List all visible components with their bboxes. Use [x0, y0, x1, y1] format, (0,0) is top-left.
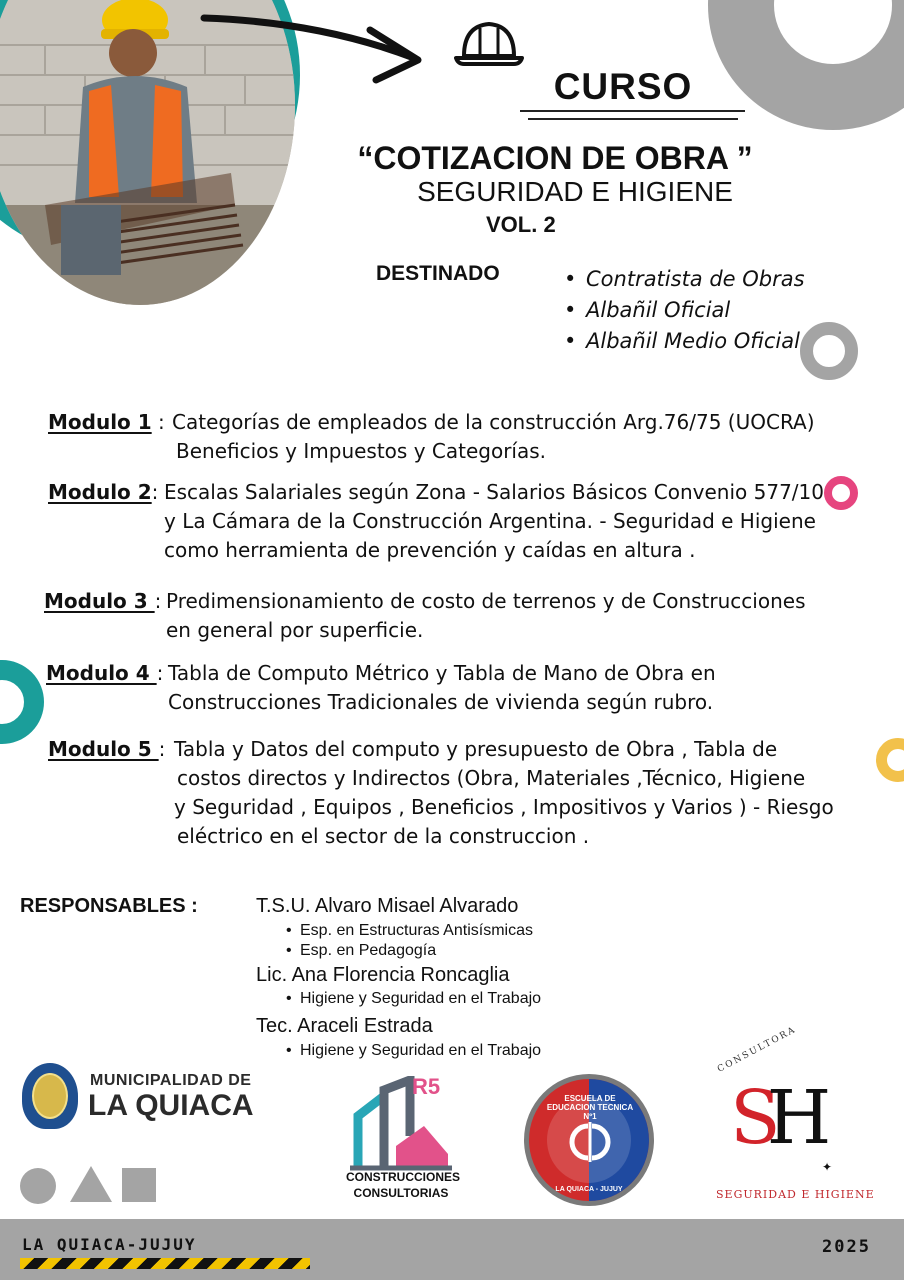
course-label: CURSO — [553, 66, 693, 107]
module-label: Modulo 3 : — [44, 589, 162, 613]
module-description: Tabla y Datos del computo y presupuesto de Obra , Tabla de costos directos y Indirectos (Obra, Materiales ,Técnico, Higiene y Seguridad , Equipos , Beneficios , Impositivos y Varios ) - Riesgo eléctrico en el sector de la construccion . — [174, 737, 834, 848]
module-description: Tabla de Computo Métrico y Tabla de Mano de Obra en Construcciones Tradicionales de vivienda según rubro. — [168, 661, 716, 714]
module-description: Categorías de empleados de la construcción Arg.76/75 (UOCRA) Beneficios y Impuestos y Categorías. — [172, 410, 815, 463]
school-logo-location: LA QUIACA - JUJUY — [555, 1186, 623, 1193]
sh-logo-letters: SH — [730, 1075, 832, 1161]
gray-square-shape — [122, 1168, 156, 1202]
gray-ring-decoration-middle — [800, 322, 858, 380]
gray-circle-shape — [20, 1168, 56, 1204]
hazard-stripe — [20, 1258, 310, 1269]
footer-location: LA QUIACA-JUJUY — [22, 1235, 197, 1254]
school-logo-text: ESCUELA DE EDUCACION TECNICA Nº1 — [546, 1094, 634, 1121]
module-label: Modulo 1 : — [48, 410, 165, 434]
school-emblem-icon — [562, 1120, 618, 1164]
responsable-role: • Esp. en Pedagogía — [286, 942, 436, 960]
destinado-list — [564, 264, 805, 357]
destinado-item: • Contratista de Obras — [564, 264, 805, 295]
course-underline-1 — [520, 110, 745, 112]
hard-hat-icon — [454, 20, 524, 66]
module-label: Modulo 2: — [48, 480, 159, 504]
destinado-item: • Albañil Oficial — [564, 295, 805, 326]
r5-logo-caption-1: CONSTRUCCIONES — [346, 1170, 461, 1184]
municipalidad-emblem — [22, 1063, 78, 1129]
course-title: “COTIZACION DE OBRA ” — [357, 140, 753, 176]
responsable-name: Lic. Ana Florencia Roncaglia — [256, 964, 510, 986]
course-volume: VOL. 2 — [486, 212, 556, 237]
teal-ring-decoration-left — [0, 660, 44, 744]
r5-logo-text: R5 — [412, 1074, 441, 1099]
sh-logo-caption: SEGURIDAD E HIGIENE — [716, 1188, 875, 1201]
module-description: Escalas Salariales según Zona - Salarios Básicos Convenio 577/10 y La Cámara de la Construcción Argentina. - Seguridad e Higiene como herramienta de prevención y caídas en altura . — [164, 480, 824, 562]
footer-year: 2025 — [822, 1237, 871, 1257]
destinado-label: DESTINADO — [376, 262, 500, 285]
responsable-role: • Esp. en Estructuras Antisísmicas — [286, 922, 533, 940]
destinado-item: • Albañil Medio Oficial — [564, 326, 805, 357]
municipalidad-logo-top-text: MUNICIPALIDAD DE — [90, 1072, 252, 1089]
course-underline-2 — [528, 118, 738, 120]
gray-triangle-shape — [70, 1166, 112, 1202]
r5-logo-caption-2: CONSULTORIAS — [353, 1186, 449, 1200]
sparkle-icon: ✦ — [822, 1160, 833, 1174]
responsable-name: Tec. Araceli Estrada — [256, 1015, 433, 1037]
responsable-role: • Higiene y Seguridad en el Trabajo — [286, 1042, 541, 1060]
module-label: Modulo 5 : — [48, 737, 166, 761]
municipalidad-logo-bottom-text: LA QUIACA — [88, 1089, 254, 1122]
module-description: Predimensionamiento de costo de terrenos y de Construcciones en general por superficie. — [166, 589, 806, 642]
responsables-label: RESPONSABLES : — [20, 895, 198, 917]
responsable-name: T.S.U. Alvaro Misael Alvarado — [256, 895, 519, 917]
module-label: Modulo 4 : — [46, 661, 164, 685]
arrow-right-icon — [200, 8, 432, 88]
sh-logo-consultora-text: CONSULTORA — [716, 1024, 799, 1075]
responsable-role: • Higiene y Seguridad en el Trabajo — [286, 990, 541, 1008]
course-subtitle: SEGURIDAD E HIGIENE — [417, 176, 733, 207]
